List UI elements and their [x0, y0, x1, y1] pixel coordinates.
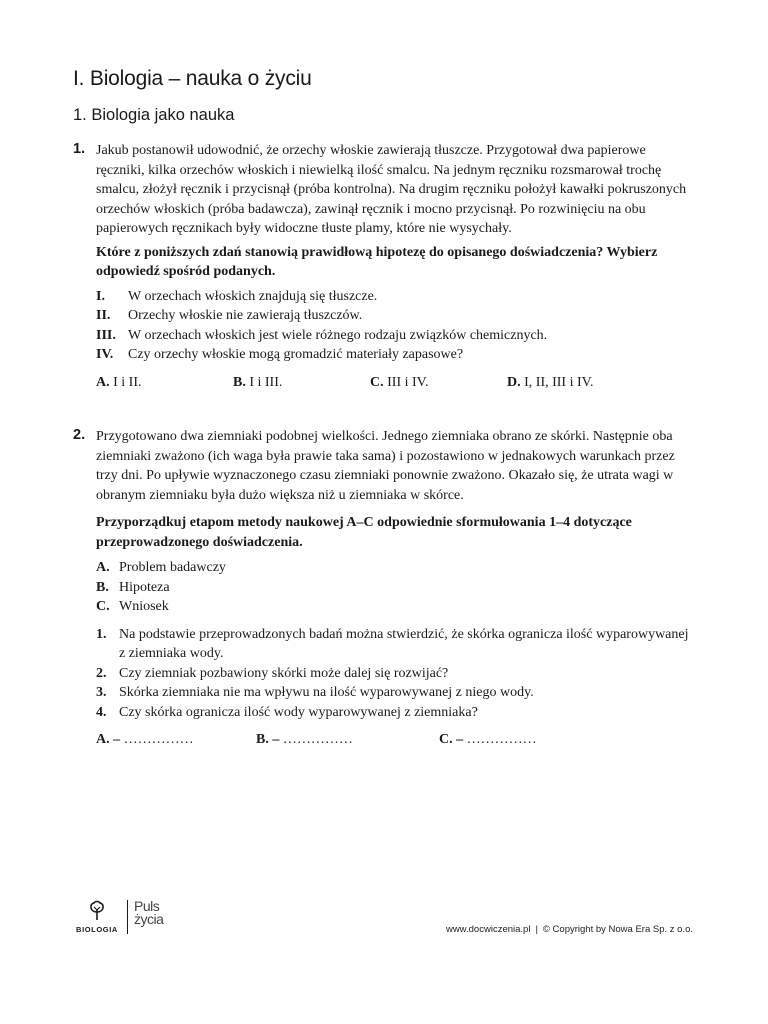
section-title: 1. Biologia jako nauka [73, 106, 235, 124]
stage-list [96, 558, 693, 617]
list-marker: 4. [96, 704, 107, 720]
list-item [96, 625, 693, 664]
blank-label: B. – [256, 732, 280, 747]
answer-option-b[interactable] [233, 373, 370, 393]
task-paragraph: Przygotowano dwa ziemniaki podobnej wielkości. Jednego ziemniaka obrano ze skórki. Następnie oba ziemniaki zważono (ich waga była prawie taka sama) i pozostawiono w jednakowych warunkach przez trzy dni. Po upływie wyznaczonego czasu ziemniaki ponownie zważono. Okazało się, że utrata wagi w obranym ziemniaku była dużo większa niż u ziemniaka w skórce. [96, 429, 675, 503]
blank-dots: …………… [466, 732, 537, 747]
answer-blank-b[interactable] [256, 730, 439, 750]
answer-option-c[interactable] [370, 373, 507, 393]
blank-label: A. – [96, 732, 121, 747]
answer-blank-c[interactable] [439, 730, 537, 750]
option-letter: C. [370, 374, 384, 390]
option-letter: A. [96, 374, 110, 390]
blank-dots: …………… [123, 732, 194, 747]
list-text: Wniosek [119, 599, 169, 614]
list-text: Orzechy włoskie nie zawierają tłuszczów. [128, 308, 363, 323]
answer-option-d[interactable] [507, 373, 644, 393]
brand-line-2: życia [134, 911, 164, 927]
blank-dots: …………… [282, 732, 353, 747]
footer-credits [446, 924, 693, 935]
list-marker: A. [96, 560, 110, 575]
logo-divider [127, 900, 128, 934]
footer-separator: | [535, 924, 538, 935]
list-marker: I. [96, 288, 105, 304]
answer-blank-a[interactable] [96, 730, 256, 750]
list-text: Problem badawczy [119, 560, 226, 575]
list-item [96, 306, 693, 326]
task-paragraph: Jakub postanowił udowodnić, że orzechy włoskie zawierają tłuszcze. Przygotował dwa papierowe ręczniki, kilka orzechów włoskich i niewielką ilość smalcu. Na jednym ręczniku rozsmarował trochę smalcu, złożył ręcznik i przycisnął (próba kontrolna). Na drugim ręczniku położył kawałki pokruszonych orzechów włoskich (próba badawcza), zawinął ręcznik i mocno przycisnął. Po rozwinięciu na obu papierowych ręcznikach były widoczne tłuste plamy, które nie wysychały. [96, 143, 687, 236]
brand-line-1: Puls [134, 898, 160, 914]
list-marker: 2. [96, 665, 107, 681]
option-letter: B. [233, 374, 246, 390]
leaf-icon [86, 900, 108, 922]
option-text: I i III. [249, 374, 283, 390]
list-item [96, 683, 693, 703]
list-item [96, 703, 693, 723]
task-2 [73, 427, 693, 750]
option-letter: D. [507, 374, 521, 390]
answer-options [96, 373, 693, 393]
list-marker: C. [96, 599, 110, 614]
statement-list [96, 287, 693, 365]
logo-word: BIOLOGIA [76, 925, 118, 934]
list-marker: III. [96, 327, 116, 343]
list-text: Czy skórka ogranicza ilość wody wyparowywanej z ziemniaka? [119, 704, 478, 720]
task-number: 2. [73, 427, 86, 443]
list-text: Hipoteza [119, 579, 170, 595]
footer-logo [75, 900, 163, 934]
list-marker: B. [96, 579, 109, 595]
option-text: I, II, III i IV. [524, 374, 594, 390]
chapter-title: I. Biologia – nauka o życiu [73, 67, 312, 90]
list-item [96, 578, 693, 598]
blank-label: C. – [439, 732, 464, 747]
website-link[interactable]: www.docwiczenia.pl [445, 924, 531, 935]
list-item [96, 287, 693, 307]
list-item [96, 345, 693, 365]
task-number: 1. [73, 141, 86, 157]
task-question: Przyporządkuj etapom metody naukowej A–C odpowiednie sformułowania 1–4 dotyczące przeprowadzonego doświadczenia. [96, 515, 632, 550]
list-marker: IV. [96, 347, 114, 362]
statement-list [96, 625, 693, 723]
list-text: Czy ziemniak pozbawiony skórki może dalej się rozwijać? [119, 665, 449, 681]
answer-blanks [96, 730, 693, 750]
option-text: I i II. [113, 374, 142, 390]
brand-name [134, 900, 163, 926]
list-text: W orzechach włoskich jest wiele różnego rodzaju związków chemicznych. [128, 327, 548, 343]
copyright-text: © Copyright by Nowa Era Sp. z o.o. [542, 924, 693, 935]
list-item [96, 597, 693, 617]
list-text: Na podstawie przeprowadzonych badań można stwierdzić, że skórka ogranicza ilość wyparowywanej z ziemniaka wody. [119, 626, 689, 661]
answer-option-a[interactable] [96, 373, 233, 393]
list-item [96, 664, 693, 684]
list-marker: 1. [96, 626, 107, 642]
list-marker: II. [96, 308, 111, 323]
list-marker: 3. [96, 685, 107, 700]
task-1 [73, 141, 693, 392]
list-text: W orzechach włoskich znajdują się tłuszcze. [128, 288, 378, 304]
list-item [96, 326, 693, 346]
list-text: Skórka ziemniaka nie ma wpływu na ilość wyparowywanej z niego wody. [119, 685, 534, 700]
list-item [96, 558, 693, 578]
biologia-logo [75, 900, 119, 934]
option-text: III i IV. [387, 374, 429, 390]
list-text: Czy orzechy włoskie mogą gromadzić materiały zapasowe? [128, 347, 464, 362]
task-question: Które z poniższych zdań stanowią prawidłową hipotezę do opisanego doświadczenia? Wybierz odpowiedź spośród podanych. [96, 244, 658, 279]
